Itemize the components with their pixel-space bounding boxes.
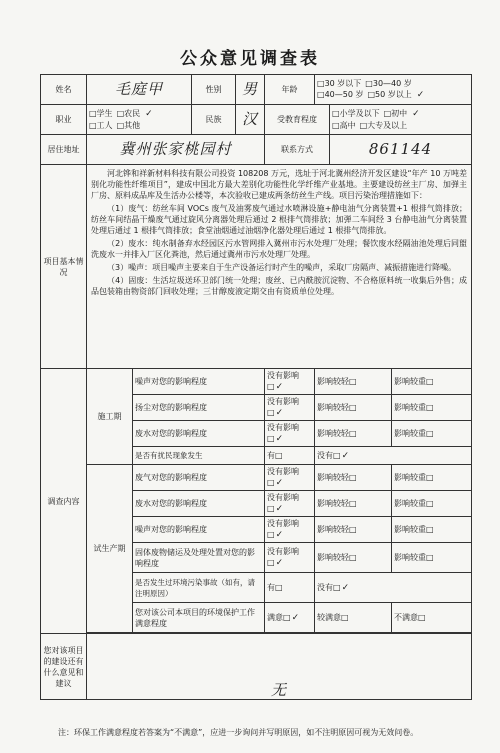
option-light-impact[interactable]: 影响较轻□	[315, 543, 392, 573]
survey-content-label: 调查内容	[41, 369, 87, 634]
occupation-option-1[interactable]: □农民	[116, 109, 141, 118]
project-paragraph: 河北铧和祥新材料科技有限公司投资 108208 万元，选址于河北冀州经济开发区建设“年产 10 万吨差别化功能性纤维项目”，建成中国北方最大差别化功能性化学纤维产业基地。主要建设纺丝主厂房、加弹主厂房、原料成品库及生活办公楼等，本次验收已建成两条纺丝生产线。项目污染治理措施如下：	[91, 169, 468, 200]
ethnicity-value[interactable]: 汉	[236, 105, 265, 135]
occupation-check-mark: ✓	[145, 109, 153, 119]
project-paragraph: （3）噪声：项目噪声主要来自于生产设备运行时产生的噪声，采取厂房隔声、减振措施进行降噪。	[107, 263, 457, 272]
occupation-options[interactable]	[87, 105, 192, 135]
project-paragraph: （4）固废：生活垃圾送环卫部门统一处理；废丝、已内酰胺沉淀物、不合格原料统一收集后外售；成品包装箱由物资部门回收处理；三甘醇废液定期交由有资质单位处理。	[91, 276, 468, 296]
option-no-impact[interactable]: 没有影响□✓	[265, 421, 315, 447]
option-no[interactable]: 没有□✓	[315, 573, 472, 603]
option-no-impact[interactable]: 没有影响□✓	[265, 517, 315, 543]
gender-value[interactable]: 男	[236, 75, 265, 105]
option-light-impact[interactable]: 影响较轻□	[315, 421, 392, 447]
contact-label: 联系方式	[265, 135, 330, 165]
survey-item: 是否有扰民现象发生	[133, 447, 265, 465]
education-options[interactable]	[330, 105, 472, 135]
option-yes[interactable]: 有□	[265, 447, 315, 465]
option-yes[interactable]: 有□	[265, 573, 315, 603]
option-light-impact[interactable]: 影响较轻□	[315, 517, 392, 543]
option-heavy-impact[interactable]: 影响较重□	[392, 465, 472, 491]
occupation-option-0[interactable]: □学生	[89, 109, 113, 118]
option-heavy-impact[interactable]: 影响较重□	[392, 421, 472, 447]
address-label: 居住地址	[41, 135, 87, 165]
survey-item: 废气对您的影响程度	[133, 465, 265, 491]
age-label: 年龄	[265, 75, 315, 105]
age-option-1[interactable]: □30—40 岁	[365, 79, 412, 88]
option-light-impact[interactable]: 影响较轻□	[315, 395, 392, 421]
option-heavy-impact[interactable]: 影响较重□	[392, 369, 472, 395]
survey-item: 固体废物储运及处理处置对您的影响程度	[133, 543, 265, 573]
age-options[interactable]	[315, 75, 472, 105]
opinion-label: 您对该项目的建设还有什么意见和建议	[41, 634, 87, 700]
education-option-3[interactable]: □大专及以上	[359, 121, 408, 130]
education-option-1[interactable]: □初中	[383, 109, 408, 118]
project-paragraph: （2）废水：纯水制备弃水经园区污水管网排入冀州市污水处理厂处理；餐饮废水经隔油池处理后同盥洗废水一并排入厂区化粪池，然后通过冀州市污水处理厂处理。	[91, 239, 468, 259]
education-option-0[interactable]: □小学及以下	[332, 109, 380, 118]
opinion-field[interactable]	[87, 634, 472, 700]
survey-form	[40, 74, 472, 700]
project-info-content	[87, 165, 472, 369]
gender-label: 性别	[192, 75, 236, 105]
age-option-2[interactable]: □40—50 岁	[317, 90, 364, 99]
option-no[interactable]: 没有□✓	[315, 447, 472, 465]
trial-period-label: 试生产期	[87, 465, 133, 633]
project-paragraph: （1）废气：纺丝车间 VOCs 废气及油雾废气通过水喷淋设施+静电油气分离装置+1 根排气筒排放；纺丝车间结晶干燥废气通过旋风分离器处理后通过 2 根排气筒排放；加弹二车间经 3 台静电油气分离装置处理后通过 1 根排气筒排放；食堂油烟通过油烟净化器处理后通过 1 根排气筒排放。	[91, 204, 468, 235]
name-label: 姓名	[41, 75, 87, 105]
opinion-value: 无	[271, 681, 288, 699]
construction-period-label: 施工期	[87, 369, 133, 465]
occupation-option-2[interactable]: □工人	[89, 121, 113, 130]
option-fairly-satisfied[interactable]: 较满意□	[315, 603, 392, 633]
age-option-3[interactable]: □50 岁以上	[367, 90, 412, 99]
option-light-impact[interactable]: 影响较轻□	[315, 491, 392, 517]
age-option-0[interactable]: □30 岁以下	[317, 79, 362, 88]
survey-item: 废水对您的影响程度	[133, 491, 265, 517]
address-value[interactable]: 冀州张家桃园村	[87, 135, 265, 165]
option-no-impact[interactable]: 没有影响□✓	[265, 395, 315, 421]
option-satisfied[interactable]: 满意□✓	[265, 603, 315, 633]
occupation-label: 职业	[41, 105, 87, 135]
occupation-option-3[interactable]: □其他	[116, 121, 141, 130]
option-no-impact[interactable]: 没有影响□✓	[265, 543, 315, 573]
option-light-impact[interactable]: 影响较轻□	[315, 369, 392, 395]
option-no-impact[interactable]: 没有影响□✓	[265, 465, 315, 491]
survey-item: 噪声对您的影响程度	[133, 517, 265, 543]
option-heavy-impact[interactable]: 影响较重□	[392, 491, 472, 517]
survey-item: 您对该公司本项目的环境保护工作满意程度	[133, 603, 265, 633]
age-check-mark: ✓	[416, 90, 425, 100]
option-no-impact[interactable]: 没有影响□✓	[265, 491, 315, 517]
education-option-2[interactable]: □高中	[332, 121, 356, 130]
page-title: 公众意见调查表	[180, 49, 320, 69]
project-info-label: 项目基本情况	[41, 165, 87, 369]
education-label: 受教育程度	[265, 105, 330, 135]
option-dissatisfied[interactable]: 不满意□	[392, 603, 472, 633]
contact-value[interactable]: 861144	[330, 135, 472, 165]
name-value[interactable]: 毛庭甲	[87, 75, 192, 105]
ethnicity-label: 民族	[192, 105, 236, 135]
survey-item: 扬尘对您的影响程度	[133, 395, 265, 421]
option-heavy-impact[interactable]: 影响较重□	[392, 517, 472, 543]
survey-item: 噪声对您的影响程度	[133, 369, 265, 395]
survey-item: 是否发生过环境污染事故（如有，请注明原因）	[133, 573, 265, 603]
survey-item: 废水对您的影响程度	[133, 421, 265, 447]
option-heavy-impact[interactable]: 影响较重□	[392, 395, 472, 421]
option-no-impact[interactable]: 没有影响□✓	[265, 369, 315, 395]
footnote: 注：环保工作满意程度若答案为“不满意”，应进一步询问并写明原因，如不注明原因可视为无效问卷。	[58, 728, 419, 737]
option-light-impact[interactable]: 影响较轻□	[315, 465, 392, 491]
option-heavy-impact[interactable]: 影响较重□	[392, 543, 472, 573]
education-check-mark: ✓	[412, 109, 420, 119]
